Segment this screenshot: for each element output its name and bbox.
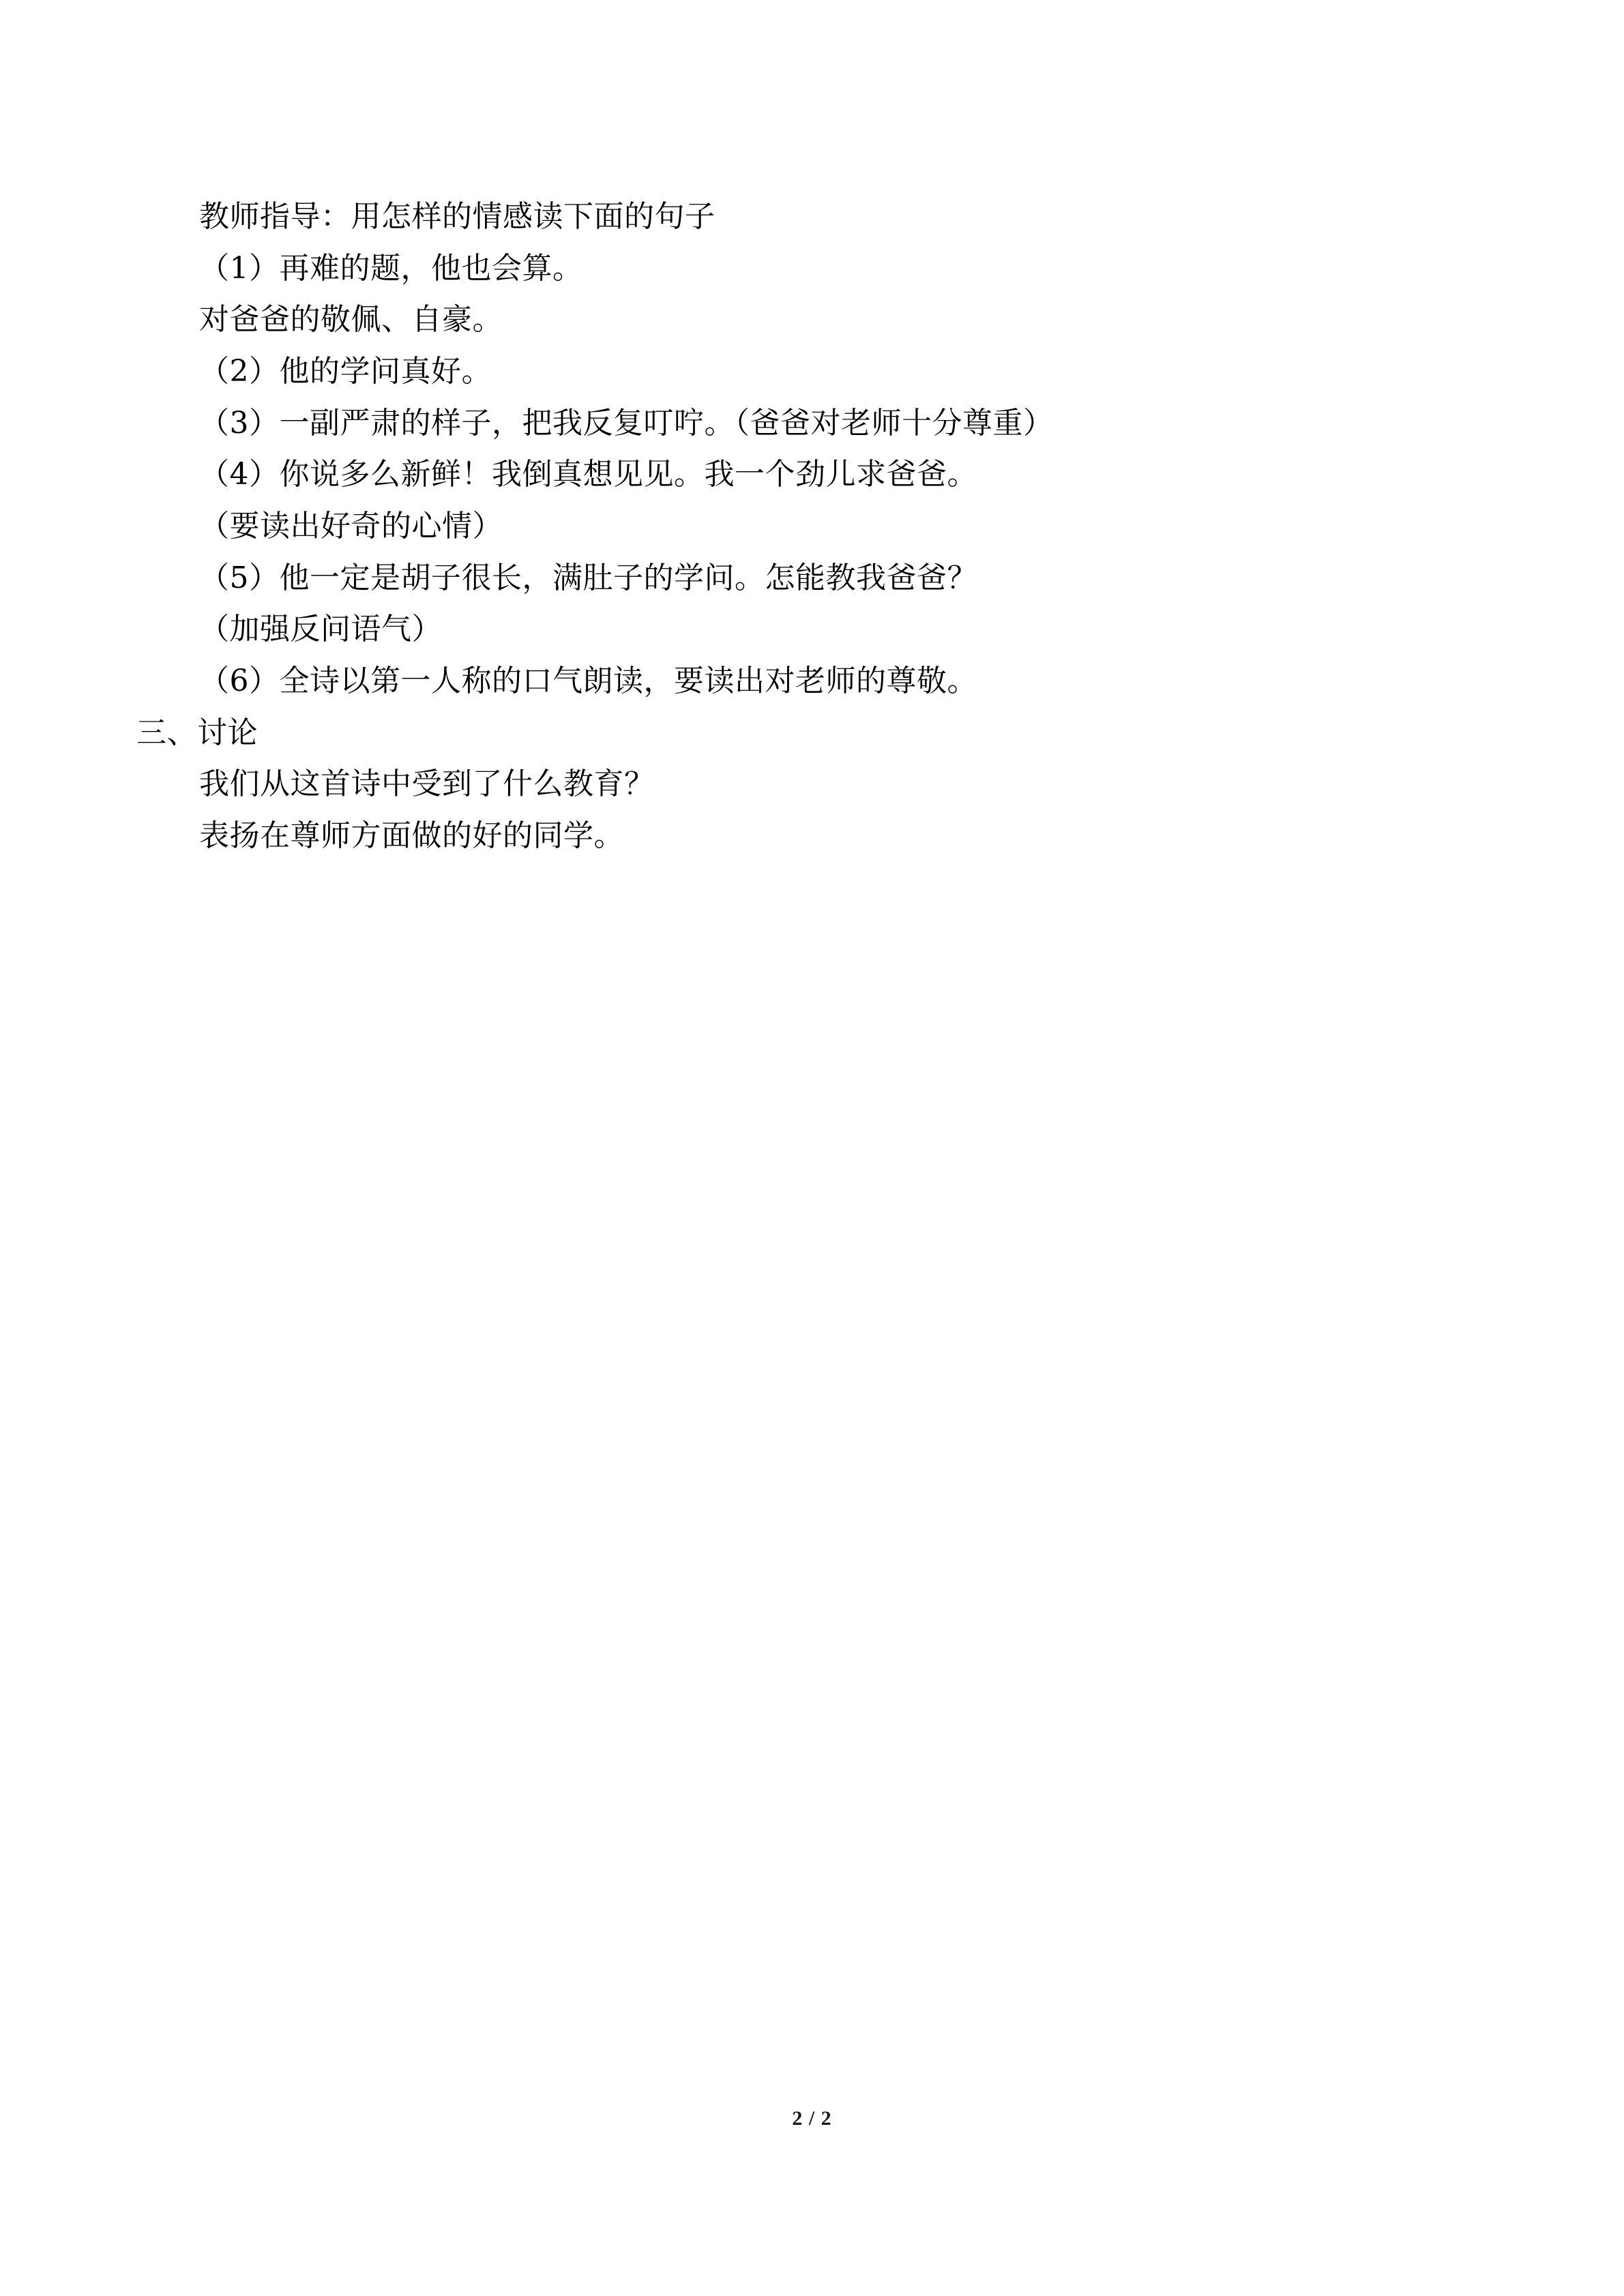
page-number-footer: 2 / 2 [792,2107,832,2130]
paragraph-sentence-4-note: （要读出好奇的心情） [199,509,503,544]
paragraph-sentence-6: （6）全诗以第一人称的口气朗读，要读出对老师的尊敬。 [199,664,977,699]
section-teacher-guidance [136,191,1494,707]
document-body [136,191,1494,862]
paragraph-sentence-2: （2）他的学问真好。 [199,354,492,389]
paragraph-sentence-5-note: （加强反问语气） [199,612,442,647]
paragraph-sentence-1-note: 对爸爸的敬佩、自豪。 [199,302,503,338]
paragraph-sentence-1: （1）再难的题，他也会算。 [199,250,583,286]
heading-discussion: 三、讨论 [136,715,258,750]
paragraph-discussion-q2: 表扬在尊师方面做的好的同学。 [199,818,624,854]
paragraph-discussion-q1: 我们从这首诗中受到了什么教育？ [199,766,655,802]
paragraph-guidance-heading: 教师指导：用怎样的情感读下面的句子 [199,199,715,234]
section-discussion [136,707,1494,862]
paragraph-sentence-3: （3）一副严肃的样子，把我反复叮咛。（爸爸对老师十分尊重） [199,405,1054,441]
paragraph-sentence-4: （4）你说多么新鲜！我倒真想见见。我一个劲儿求爸爸。 [199,457,977,492]
paragraph-sentence-5: （5）他一定是胡子很长，满肚子的学问。怎能教我爸爸？ [199,560,977,595]
